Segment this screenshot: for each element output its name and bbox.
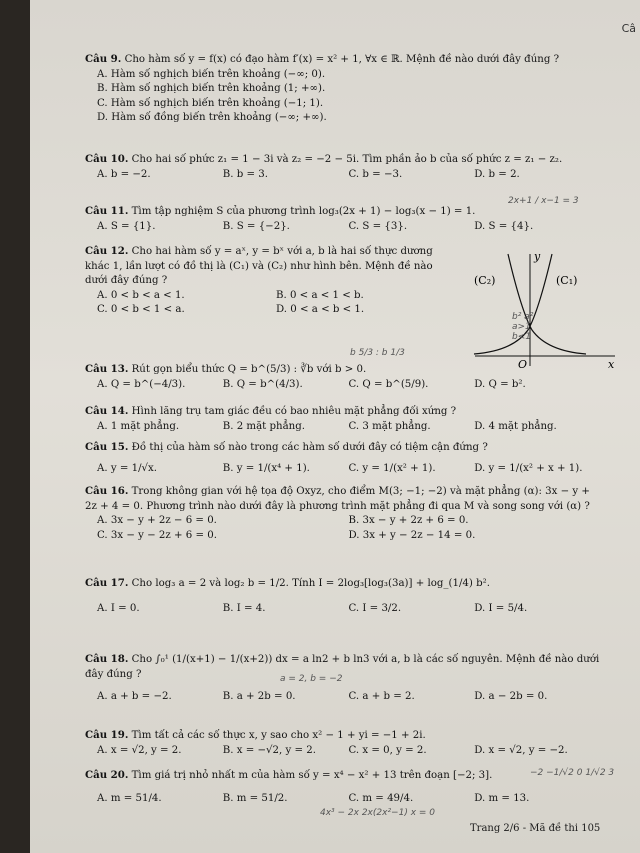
option-a: A. 3x − y + 2z − 6 = 0.: [97, 515, 217, 527]
question-label: Câu 10.: [85, 153, 129, 165]
question-stem: Trong không gian với hệ tọa độ Oxyz, cho điểm M(3; −1; −2) và mặt phẳng (α): 3x − y + 2z + 4 = 0. Phương trình nào dưới đây là phương trình mặt phẳng đi qua M và song song với (α) ?: [85, 486, 590, 512]
question-16: [85, 484, 600, 543]
c2-label: (C₂): [474, 274, 496, 287]
option-d: D. y = 1/(x² + x + 1).: [474, 462, 583, 474]
option-a: A. I = 0.: [97, 602, 140, 614]
option-a: A. 1 mặt phẳng.: [97, 420, 180, 432]
option-b: B. y = 1/(x⁴ + 1).: [222, 462, 310, 474]
question-stem: Cho hai số phức z₁ = 1 − 3i và z₂ = −2 − 5i. Tìm phần ảo b của số phức z = z₁ − z₂.: [131, 154, 563, 165]
option-b: B. Hàm số nghịch biến trên khoảng (1; +∞).: [97, 83, 326, 95]
option-d: D. m = 13.: [474, 792, 530, 804]
handwritten-note-q20: 4x³ − 2x 2x(2x²−1) x = 0: [320, 808, 436, 818]
question-label: Câu 14.: [85, 405, 129, 417]
question-19: [85, 728, 600, 758]
question-stem: Tìm tất cả các số thực x, y sao cho x² − 1 + yi = −1 + 2i.: [131, 730, 426, 741]
exponential-graph: [470, 248, 620, 368]
question-stem: Tìm tập nghiệm S của phương trình log₃(2x + 1) − log₃(x − 1) = 1.: [131, 206, 476, 217]
question-17: [85, 576, 600, 616]
question-label: Câu 11.: [85, 205, 129, 217]
x-axis-label: x: [608, 358, 615, 368]
option-d: D. b = 2.: [474, 168, 520, 180]
option-d: D. S = {4}.: [474, 220, 534, 232]
option-b: B. 0 < a < 1 < b.: [276, 289, 364, 301]
question-stem: Rút gọn biểu thức Q = b^(5/3) : ∛b với b > 0.: [131, 364, 367, 375]
page-footer: Trang 2/6 - Mã đề thi 105: [470, 823, 601, 834]
handwritten-note-q13: b 5/3 : b 1/3: [350, 348, 405, 358]
option-d: D. a − 2b = 0.: [474, 691, 548, 703]
option-b: B. a + 2b = 0.: [222, 691, 296, 703]
option-c: C. m = 49/4.: [348, 792, 414, 804]
option-c: C. 0 < b < 1 < a.: [97, 304, 185, 316]
question-label: Câu 19.: [85, 729, 129, 741]
option-c: C. 3 mặt phẳng.: [348, 420, 431, 432]
question-20: [85, 768, 600, 806]
question-15: [85, 440, 600, 476]
question-stem: Cho hai hàm số y = aˣ, y = bˣ với a, b là hai số thực dương khác 1, lần lượt có đồ thị là (C₁) và (C₂) như hình bên. Mệnh đề nào dưới đây đúng ?: [85, 246, 433, 287]
question-13: [85, 362, 600, 392]
option-c: C. y = 1/(x² + 1).: [348, 462, 436, 474]
option-a: A. x = √2, y = 2.: [97, 744, 182, 756]
question-stem: Đồ thị của hàm số nào trong các hàm số dưới đây có tiệm cận đứng ?: [131, 442, 488, 453]
option-d: D. 0 < a < b < 1.: [276, 304, 365, 316]
option-a: A. a + b = −2.: [97, 691, 172, 703]
option-b: B. Q = b^(4/3).: [222, 378, 303, 390]
option-b: B. I = 4.: [222, 602, 266, 614]
option-d: D. x = √2, y = −2.: [474, 744, 568, 756]
exam-page: [30, 0, 640, 853]
option-c: C. S = {3}.: [348, 220, 408, 232]
option-c: C. x = 0, y = 2.: [348, 744, 427, 756]
corner-text: Câ: [621, 22, 636, 35]
question-label: Câu 16.: [85, 485, 129, 497]
question-12: [85, 244, 455, 318]
handwritten-note-q20-side: −2 −1/√2 0 1/√2 3: [530, 768, 615, 778]
option-c: C. Q = b^(5/9).: [348, 378, 429, 390]
option-a: A. 0 < b < a < 1.: [97, 289, 185, 301]
option-d: D. 4 mặt phẳng.: [474, 420, 557, 432]
option-d: D. Hàm số đồng biến trên khoảng (−∞; +∞).: [97, 112, 327, 124]
option-a: A. S = {1}.: [97, 220, 156, 232]
question-label: Câu 15.: [85, 441, 129, 453]
option-a: A. m = 51/4.: [97, 792, 162, 804]
option-b: B. m = 51/2.: [222, 792, 288, 804]
question-18: [85, 652, 600, 705]
option-a: A. y = 1/√x.: [97, 462, 157, 474]
question-label: Câu 17.: [85, 577, 129, 589]
handwritten-note-q18: a = 2, b = −2: [280, 674, 343, 684]
question-label: Câu 12.: [85, 245, 129, 257]
question-stem: Cho log₃ a = 2 và log₂ b = 1/2. Tính I = 2log₃[log₃(3a)] + log_(1/4) b².: [131, 578, 490, 589]
question-label: Câu 9.: [85, 53, 122, 65]
option-b: B. x = −√2, y = 2.: [222, 744, 316, 756]
option-b: B. b = 3.: [222, 168, 268, 180]
option-b: B. S = {−2}.: [222, 220, 290, 232]
option-b: B. 2 mặt phẳng.: [222, 420, 305, 432]
option-b: B. 3x − y + 2z + 6 = 0.: [348, 515, 469, 527]
option-c: C. 3x − y − 2z + 6 = 0.: [97, 529, 217, 541]
question-10: [85, 152, 600, 182]
handwritten-note-q11: 2x+1 / x−1 = 3: [508, 196, 579, 206]
option-d: D. 3x + y − 2z − 14 = 0.: [348, 529, 476, 541]
question-stem: Cho hàm số y = f(x) có đạo hàm f′(x) = x² + 1, ∀x ∈ ℝ. Mệnh đề nào dưới đây đúng ?: [124, 54, 560, 65]
option-c: C. a + b = 2.: [348, 691, 415, 703]
option-c: C. b = −3.: [348, 168, 403, 180]
origin-label: O: [518, 358, 528, 368]
question-stem: Hình lăng trụ tam giác đều có bao nhiêu mặt phẳng đối xứng ?: [131, 406, 457, 417]
question-label: Câu 13.: [85, 363, 129, 375]
c1-label: (C₁): [556, 274, 578, 287]
option-c: C. I = 3/2.: [348, 602, 402, 614]
question-stem: Tìm giá trị nhỏ nhất m của hàm số y = x⁴ − x² + 13 trên đoạn [−2; 3].: [131, 770, 493, 781]
option-d: D. Q = b².: [474, 378, 526, 390]
question-label: Câu 20.: [85, 769, 129, 781]
question-stem: Cho ∫₀¹ (1/(x+1) − 1/(x+2)) dx = a ln2 + b ln3 với a, b là các số nguyên. Mệnh đề nào dưới đây đúng ?: [85, 654, 600, 680]
option-c: C. Hàm số nghịch biến trên khoảng (−1; 1).: [97, 97, 324, 109]
question-11: [85, 204, 600, 234]
question-9: [85, 52, 600, 126]
handwritten-note-q12: b² a² a>1 b<1: [512, 312, 534, 342]
option-a: A. Q = b^(−4/3).: [97, 378, 186, 390]
y-axis-label: y: [534, 250, 541, 263]
question-14: [85, 404, 600, 434]
question-label: Câu 18.: [85, 653, 129, 665]
option-d: D. I = 5/4.: [474, 602, 528, 614]
option-a: A. Hàm số nghịch biến trên khoảng (−∞; 0).: [97, 68, 326, 80]
option-a: A. b = −2.: [97, 168, 151, 180]
